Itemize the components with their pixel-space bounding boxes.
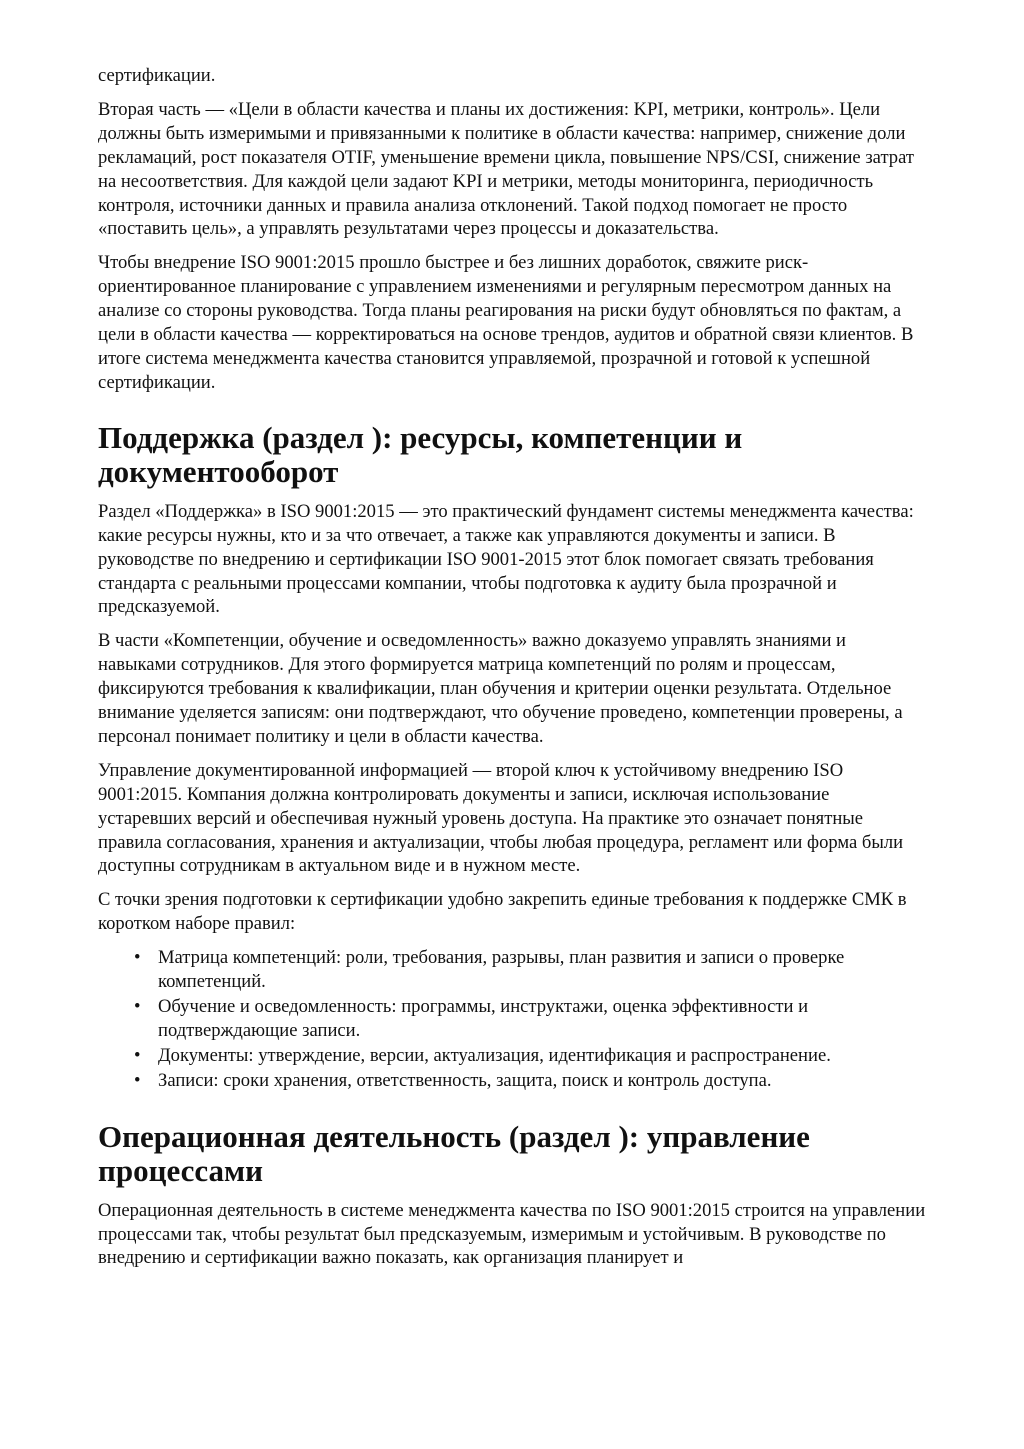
list-item xyxy=(134,946,928,995)
bullet-icon: • xyxy=(134,1044,141,1066)
paragraph-risk-planning: Чтобы внедрение ISO 9001:2015 прошло быстрее и без лишних доработок, свяжите риск-ориентированное планирование с управлением изменениями и регулярным пересмотром данных на анализе со стороны руководства. Тогда планы реагирования на риски будут обновляться по фактам, а цели в области качества — корректироваться на основе трендов, аудитов и обратной связи клиентов. В итоге система менеджмента качества становится управляемой, прозрачной и готовой к успешной сертификации. xyxy=(98,252,914,393)
paragraph-documented-information: Управление документированной информацией — второй ключ к устойчивому внедрению ISO 9001:2015. Компания должна контролировать документы и записи, исключая использование устаревших версий и обеспечивая нужный уровень доступа. На практике это означает понятные правила согласования, хранения и актуализации, чтобы любая процедура, регламент или форма были доступны сотрудникам в актуальном виде и в нужном месте. xyxy=(98,759,904,877)
list-item xyxy=(134,1044,928,1069)
document-page xyxy=(98,64,928,1280)
heading-operations-section: Операционная деятельность (раздел ): управление процессами xyxy=(98,1118,810,1188)
paragraph-rules-intro: С точки зрения подготовки к сертификации удобно закрепить единые требования к поддержке СМК в коротком наборе правил: xyxy=(98,889,907,935)
bullet-icon: • xyxy=(134,1069,141,1091)
paragraph-quality-objectives: Вторая часть — «Цели в области качества и планы их достижения: KPI, метрики, контроль». Цели должны быть измеримыми и привязанными к политике в области качества: например, снижение доли рекламаций, рост показателя OTIF, уменьшение времени цикла, повышение NPS/CSI, снижение затрат на несоответствия. Для каждой цели задают KPI и метрики, методы мониторинга, периодичность контроля, источники данных и правила анализа отклонений. Такой подход помогает не просто «поставить цель», а управлять результатами через процессы и доказательства. xyxy=(98,98,914,240)
support-rules-list xyxy=(98,946,928,1093)
list-item xyxy=(134,995,928,1044)
heading-support-section: Поддержка (раздел ): ресурсы, компетенции и документооборот xyxy=(98,419,743,489)
list-item-text: Обучение и осведомленность: программы, инструктажи, оценка эффективности и подтверждающие записи. xyxy=(158,996,809,1041)
paragraph-continuation: сертификации. xyxy=(98,65,216,86)
paragraph-competence: В части «Компетенции, обучение и осведомленность» важно доказуемо управлять знаниями и навыками сотрудников. Для этого формируется матрица компетенций по ролям и процессам, фиксируются требования к квалификации, план обучения и критерии оценки результата. Отдельное внимание уделяется записям: они подтверждают, что обучение проведено, компетенции проверены, а персонал понимает политику и цели в области качества. xyxy=(98,630,903,747)
list-item xyxy=(134,1069,928,1094)
list-item-text: Документы: утверждение, версии, актуализация, идентификация и распространение. xyxy=(158,1044,831,1066)
paragraph-operations-intro: Операционная деятельность в системе менеджмента качества по ISO 9001:2015 строится на управлении процессами так, чтобы результат был предсказуемым, измеримым и устойчивым. В руководстве по внедрению и сертификации важно показать, как организация планирует и xyxy=(98,1199,926,1269)
bullet-icon: • xyxy=(134,947,141,969)
bullet-icon: • xyxy=(134,996,141,1017)
list-item-text: Матрица компетенций: роли, требования, разрывы, план развития и записи о проверке компетенций. xyxy=(158,947,845,993)
paragraph-support-intro: Раздел «Поддержка» в ISO 9001:2015 — это практический фундамент системы менеджмента качества: какие ресурсы нужны, кто и за что отвечает, а также как управляются документы и записи. В руководстве по внедрению и сертификации ISO 9001-2015 этот блок помогает связать требования стандарта с реальными процессами компании, чтобы подготовка к аудиту была прозрачной и предсказуемой. xyxy=(98,500,914,618)
list-item-text: Записи: сроки хранения, ответственность, защита, поиск и контроль доступа. xyxy=(158,1069,772,1091)
